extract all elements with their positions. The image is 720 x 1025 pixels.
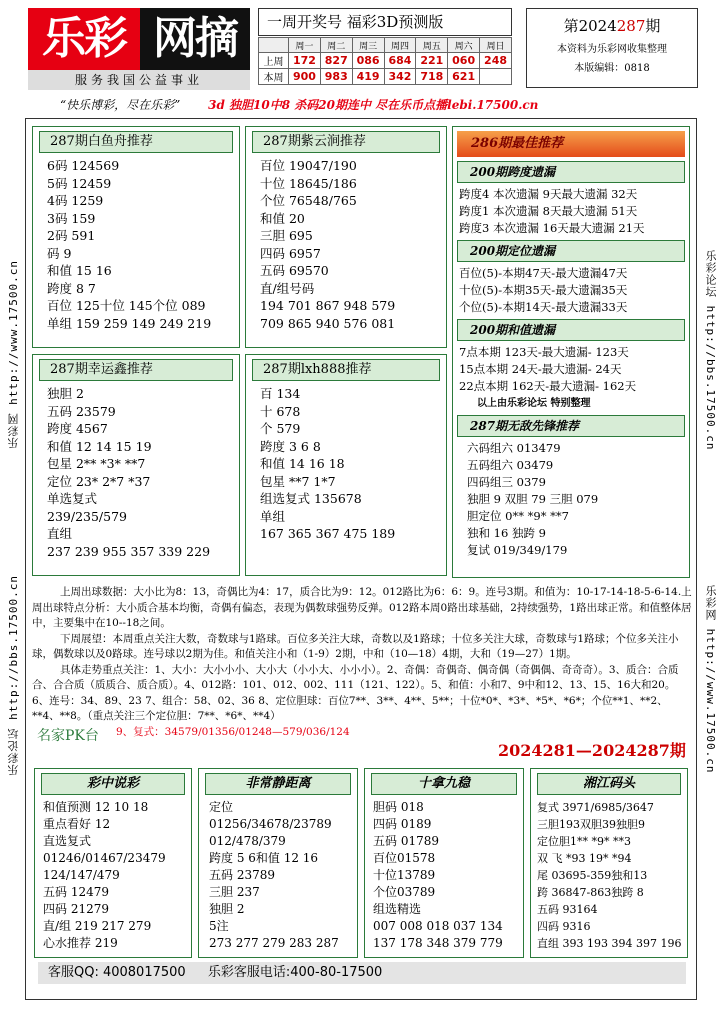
sum-note: 以上由乐彩论坛 特别整理 — [477, 398, 591, 409]
analysis-paragraph: 具体走势重点关注：1、大小：大小小小、大小大（小小大、小小小）。2、奇偶：奇偶奇、偶奇偶（奇偶偶、奇奇奇）。3、质合：合质合、合合质（质质合、质合质）。4、012路：101、012、002、111（121、122）。5、和值：小和7、9中和12、13、15、16大和20。6、连号：34、89、23 7、组合：58、02、36 8、定位胆球：百位7**、3**、4**、5**；十位*0*、*3*、*5*、*6*；个位**1、**2、**4、**8。（重点关注三个定位胆：7**、*6*、**4） — [32, 663, 679, 722]
panel-xingyunxin — [32, 354, 240, 576]
pk-panel-shinajiuwen — [364, 768, 524, 958]
pk-section-title: 名家PK台 — [37, 728, 99, 744]
pk-panel-body: 和值预测 12 10 18 重点看好 12 直选复式 01246/01467/23479 124/147/479 五码 12479 四码 21279 直/组 219 217 279 心水推荐 219 — [43, 800, 166, 950]
issue-title: 第2024287期 — [563, 17, 661, 35]
best-recommend-title: 286期最佳推荐 — [457, 131, 685, 157]
draw-number: 248 — [480, 53, 512, 69]
pk-panel-body: 胆码 018 四码 0189 五码 01789 百位01578 十位13789 个位03789 组选精选 007 008 018 037 134 137 178 348 379 779 — [373, 800, 503, 950]
draw-number: 718 — [416, 69, 448, 85]
panel-title: 287期幸运鑫推荐 — [39, 359, 233, 381]
banner — [20, 94, 702, 116]
logo-black-text: 网摘 — [140, 8, 250, 70]
banner-link[interactable]: 3d 独胆10中8 杀码20期连中 尽在乐币点播lebi.17500.cn — [208, 98, 539, 112]
slogan: 服务我国公益事业 — [28, 70, 250, 90]
draw-number: 983 — [320, 69, 352, 85]
pk-panel-title: 彩中说彩 — [41, 773, 185, 795]
banner-quote: “快乐博彩，尽在乐彩” — [60, 98, 181, 112]
sum-omission-body: 7点本期 123天-最大遗漏- 123天 15点本期 24天-最大遗漏- 24天 22点本期 162天-最大遗漏- 162天 以上由乐彩论坛 特别整理 — [453, 344, 689, 412]
weekday-header: 周六 — [448, 38, 480, 53]
draw-number — [480, 69, 512, 85]
panel-title: 287期紫云涧推荐 — [252, 131, 440, 153]
pk-panel-title: 十拿九稳 — [371, 773, 517, 795]
draw-number: 086 — [352, 53, 384, 69]
weekday-header: 周三 — [352, 38, 384, 53]
panel-ziyunjian — [245, 126, 447, 348]
panel-body: 6码 124569 5码 12459 4码 1259 3码 159 2码 591 码 9 和值 15 16 跨度 8 7 百位 125十位 145个位 089 单组 159 259 149 249 219 — [47, 158, 212, 331]
pk-issue-range: 2024281—2024287期 — [498, 741, 686, 760]
analysis-text — [32, 585, 692, 740]
panel-body: 百位 19047/190 十位 18645/186 个位 76548/765 和值 20 三胆 695 四码 6957 五码 69570 直/组号码 194 701 867 948 579 709 865 940 576 081 — [260, 158, 396, 331]
wudixianfeng-title: 287期无敌先锋推荐 — [457, 415, 685, 437]
pk-panel-body: 复式 3971/6985/3647 三胆193双胆39独胆9 定位胆1** *9* **3 双 飞 *93 19* *94 尾 03695-359独和13 跨 36847-863独跨 8 五码 93164 四码 9316 直组 393 193 394 397 196 — [537, 801, 682, 950]
row-label: 上周 — [259, 53, 289, 69]
sum-omission-title: 200期和值遗漏 — [457, 319, 685, 341]
draw-number: 342 — [384, 69, 416, 85]
pk-panel-feichangjingjuli — [198, 768, 358, 958]
draw-number: 172 — [289, 53, 321, 69]
weekday-header: 周二 — [320, 38, 352, 53]
pk-panel-title: 非常静距离 — [205, 773, 351, 795]
pk-panel-caizhongshuocai — [34, 768, 192, 958]
service-phone: 乐彩客服电话:400-80-17500 — [207, 965, 383, 980]
page-title: 一周开奖号 福彩3D预测版 — [258, 8, 512, 36]
panel-lxh888 — [245, 354, 447, 576]
table-row — [259, 69, 512, 85]
analysis-paragraph: 上周出球数据：大小比为8：13，奇偶比为4：17，质合比为9：12。012路比为6：6：9。连号3期。和值为：10-17-14-18-5-6-14.上周出球特点分析：大小质合基本均衡，奇偶有偏态，表现为偶数球强势反弹。012路本周0路出球基础，2持续强势，1路出球正常。和值整体居中，主要集中在10--18之间。 — [32, 586, 692, 629]
editor-note: 本版编辑：0818 — [574, 63, 650, 74]
panel-body: 百 134 十 678 个 579 跨度 3 6 8 和值 14 16 18 包星 **7 1*7 组选复式 135678 单组 167 365 367 475 189 — [260, 386, 396, 541]
side-link-right-bottom[interactable]: 乐彩网 http://www.17500.cn — [704, 585, 717, 774]
draw-results-table — [258, 37, 512, 85]
draw-number: 419 — [352, 69, 384, 85]
weekday-header: 周一 — [289, 38, 321, 53]
side-link-left-bottom[interactable]: 乐彩论坛 http://bbs.17500.cn — [7, 575, 20, 776]
panel-baiyuzhou — [32, 126, 240, 348]
service-bar — [38, 962, 686, 984]
panel-title: 287期lxh888推荐 — [252, 359, 440, 381]
side-link-right-top[interactable]: 乐彩论坛 http://bbs.17500.cn — [704, 250, 717, 451]
service-qq: 客服QQ: 4008017500 — [48, 965, 186, 980]
draw-number: 827 — [320, 53, 352, 69]
draw-number: 060 — [448, 53, 480, 69]
weekday-header: 周日 — [480, 38, 512, 53]
panel-title: 287期白鱼舟推荐 — [39, 131, 233, 153]
weekday-header: 周四 — [384, 38, 416, 53]
panel-body: 独胆 2 五码 23579 跨度 4567 和值 12 14 15 19 包星 2** *3* **7 定位 23* 2*7 *37 单选复式 239/235/579 直组 237 239 955 357 339 229 — [47, 386, 211, 559]
pk-panel-xiangjiangmatou — [530, 768, 688, 958]
side-link-left-top[interactable]: 乐彩网 http://www.17500.cn — [7, 260, 20, 449]
position-omission-body: 百位(5)-本期47天-最大遗漏47天 十位(5)-本期35天-最大遗漏35天 个位(5)-本期14天-最大遗漏33天 — [459, 266, 628, 314]
issue-note: 本资料为乐彩网收集整理 — [557, 44, 667, 55]
analysis-paragraph: 9、复式：34579/01356/01248—579/036/124 — [116, 725, 350, 738]
position-omission-title: 200期定位遗漏 — [457, 240, 685, 262]
wudixianfeng-body: 六码组六 013479 五码组六 03479 四码组三 0379 独胆 9 双胆 79 三胆 079 胆定位 0** *9* **7 独和 16 独跨 9 复试 019/349/179 — [467, 441, 599, 557]
issue-box — [526, 8, 698, 88]
draw-number: 621 — [448, 69, 480, 85]
table-row — [259, 53, 512, 69]
draw-number: 684 — [384, 53, 416, 69]
pk-panel-title: 湘江码头 — [537, 773, 681, 795]
weekday-header: 周五 — [416, 38, 448, 53]
logo-red-text: 乐彩 — [28, 8, 140, 70]
span-omission-title: 200期跨度遗漏 — [457, 161, 685, 183]
row-label: 本周 — [259, 69, 289, 85]
draw-number: 221 — [416, 53, 448, 69]
draw-number: 900 — [289, 69, 321, 85]
logo — [28, 8, 250, 70]
span-omission-body: 跨度4 本次遗漏 9天最大遗漏 32天 跨度1 本次遗漏 8天最大遗漏 51天 跨度3 本次遗漏 16天最大遗漏 21天 — [459, 187, 645, 235]
analysis-paragraph: 下周展望：本周重点关注大数，奇数球与1路球。百位多关注大球，奇数以及1路球；十位多关注大球，奇数球与1路球；个位多关注小球，偶数球以及0路球。连号球以2期为佳。和值关注小和（1-9）2期，中和（10—18）4期，大和（19—27）1期。 — [32, 632, 679, 660]
issue-number: 287 — [616, 17, 646, 35]
pk-panel-body: 定位 01256/34678/23789 012/478/379 跨度 5 6和值 12 16 五码 23789 三胆 237 独胆 2 5注 273 277 279 283 287 — [209, 800, 339, 950]
right-column — [452, 126, 690, 578]
